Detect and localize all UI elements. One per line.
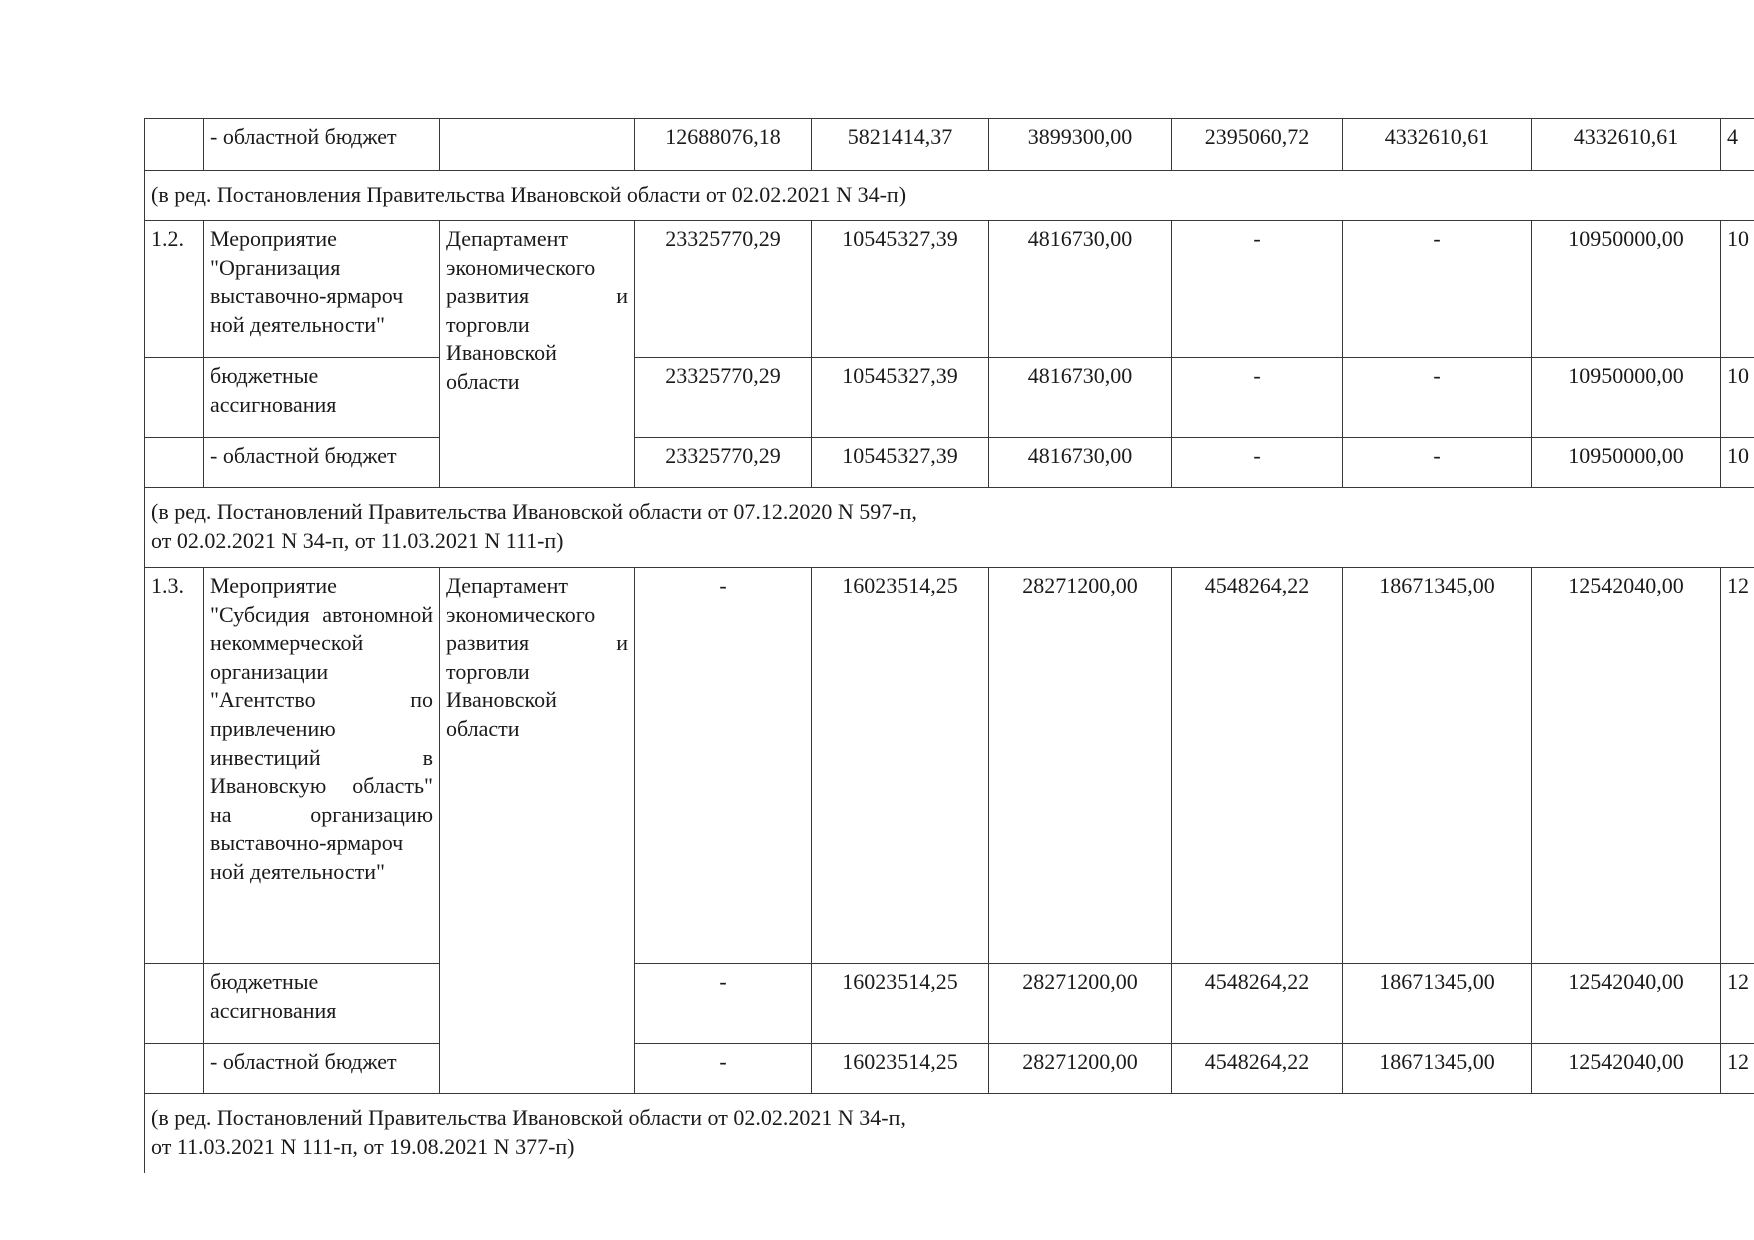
item-title: Мероприятие "Организация выставочно-ярмароч ной деятельности" [204,221,440,358]
value-cell: 2395060,72 [1172,119,1343,171]
value-cell: 23325770,29 [635,358,812,438]
value-cell: 10950000,00 [1532,221,1721,358]
value-cell: 4 [1721,119,1754,171]
table-row [145,438,1754,488]
value-cell: 4816730,00 [989,221,1172,358]
value-cell: 18671345,00 [1343,568,1532,964]
value-cell: 12 [1721,568,1754,964]
row-label: бюджетные ассигнования [204,358,440,438]
value-cell: 10545327,39 [812,221,989,358]
amendment-note-row [145,171,1754,221]
value-cell: 18671345,00 [1343,1044,1532,1094]
value-cell: 10950000,00 [1532,358,1721,438]
table-row [145,358,1754,438]
amendment-note-line: (в ред. Постановлений Правительства Ивановской области от 02.02.2021 N 34-п, [151,1105,906,1130]
table-row [145,1044,1754,1094]
value-cell: 12 [1721,1044,1754,1094]
value-cell: - [635,568,812,964]
value-cell: - [1172,221,1343,358]
value-cell: 23325770,29 [635,438,812,488]
value-cell: - [635,1044,812,1094]
value-cell: - [1343,358,1532,438]
document-page [144,118,1754,1173]
index-cell [145,358,204,438]
value-cell: 10 [1721,221,1754,358]
table-row [145,568,1754,964]
item-index: 1.2. [145,221,204,358]
value-cell: 28271200,00 [989,1044,1172,1094]
value-cell: 4332610,61 [1532,119,1721,171]
value-cell: 12542040,00 [1532,1044,1721,1094]
financing-table [144,118,1754,1173]
value-cell: 4548264,22 [1172,964,1343,1044]
value-cell: 5821414,37 [812,119,989,171]
item-title: Мероприятие "Субсидия автономной некоммерческой организации "Агентство по привлечению инвестиций в Ивановскую область" на организацию выставочно-ярмароч ной деятельности" [204,568,440,964]
value-cell: 12688076,18 [635,119,812,171]
item-index: 1.3. [145,568,204,964]
value-cell: - [635,964,812,1044]
value-cell: - [1343,221,1532,358]
table-row [145,119,1754,171]
value-cell: - [1343,438,1532,488]
value-cell: 10545327,39 [812,358,989,438]
table-row [145,964,1754,1044]
amendment-note: (в ред. Постановления Правительства Ивановской области от 02.02.2021 N 34-п) [145,171,1754,221]
responsible-department: Департамент экономического развития и торговли Ивановской области [440,221,635,488]
amendment-note [145,488,1754,568]
amendment-note-row [145,1094,1754,1174]
amendment-note [145,1094,1754,1174]
index-cell [145,1044,204,1094]
index-cell [145,119,204,171]
value-cell: 4548264,22 [1172,568,1343,964]
dept-cell [440,119,635,171]
value-cell: 23325770,29 [635,221,812,358]
row-label: - областной бюджет [204,119,440,171]
value-cell: 12542040,00 [1532,568,1721,964]
value-cell: 3899300,00 [989,119,1172,171]
value-cell: - [1172,358,1343,438]
amendment-note-line: от 02.02.2021 N 34-п, от 11.03.2021 N 111-п) [151,527,564,553]
value-cell: 12 [1721,964,1754,1044]
value-cell: - [1172,438,1343,488]
index-cell [145,964,204,1044]
value-cell: 4816730,00 [989,358,1172,438]
value-cell: 4332610,61 [1343,119,1532,171]
amendment-note-line: (в ред. Постановлений Правительства Ивановской области от 07.12.2020 N 597-п, [151,499,917,524]
amendment-note-line: от 11.03.2021 N 111-п, от 19.08.2021 N 377-п) [151,1133,575,1159]
index-cell [145,438,204,488]
value-cell: 28271200,00 [989,964,1172,1044]
value-cell: 16023514,25 [812,568,989,964]
value-cell: 10 [1721,438,1754,488]
amendment-note-row [145,488,1754,568]
value-cell: 16023514,25 [812,964,989,1044]
value-cell: 16023514,25 [812,1044,989,1094]
value-cell: 28271200,00 [989,568,1172,964]
value-cell: 10950000,00 [1532,438,1721,488]
value-cell: 18671345,00 [1343,964,1532,1044]
table-row [145,221,1754,358]
value-cell: 10545327,39 [812,438,989,488]
responsible-department: Департамент экономического развития и торговли Ивановской области [440,568,635,1094]
row-label: бюджетные ассигнования [204,964,440,1044]
value-cell: 12542040,00 [1532,964,1721,1044]
value-cell: 10 [1721,358,1754,438]
value-cell: 4816730,00 [989,438,1172,488]
value-cell: 4548264,22 [1172,1044,1343,1094]
row-label: - областной бюджет [204,438,440,488]
row-label: - областной бюджет [204,1044,440,1094]
